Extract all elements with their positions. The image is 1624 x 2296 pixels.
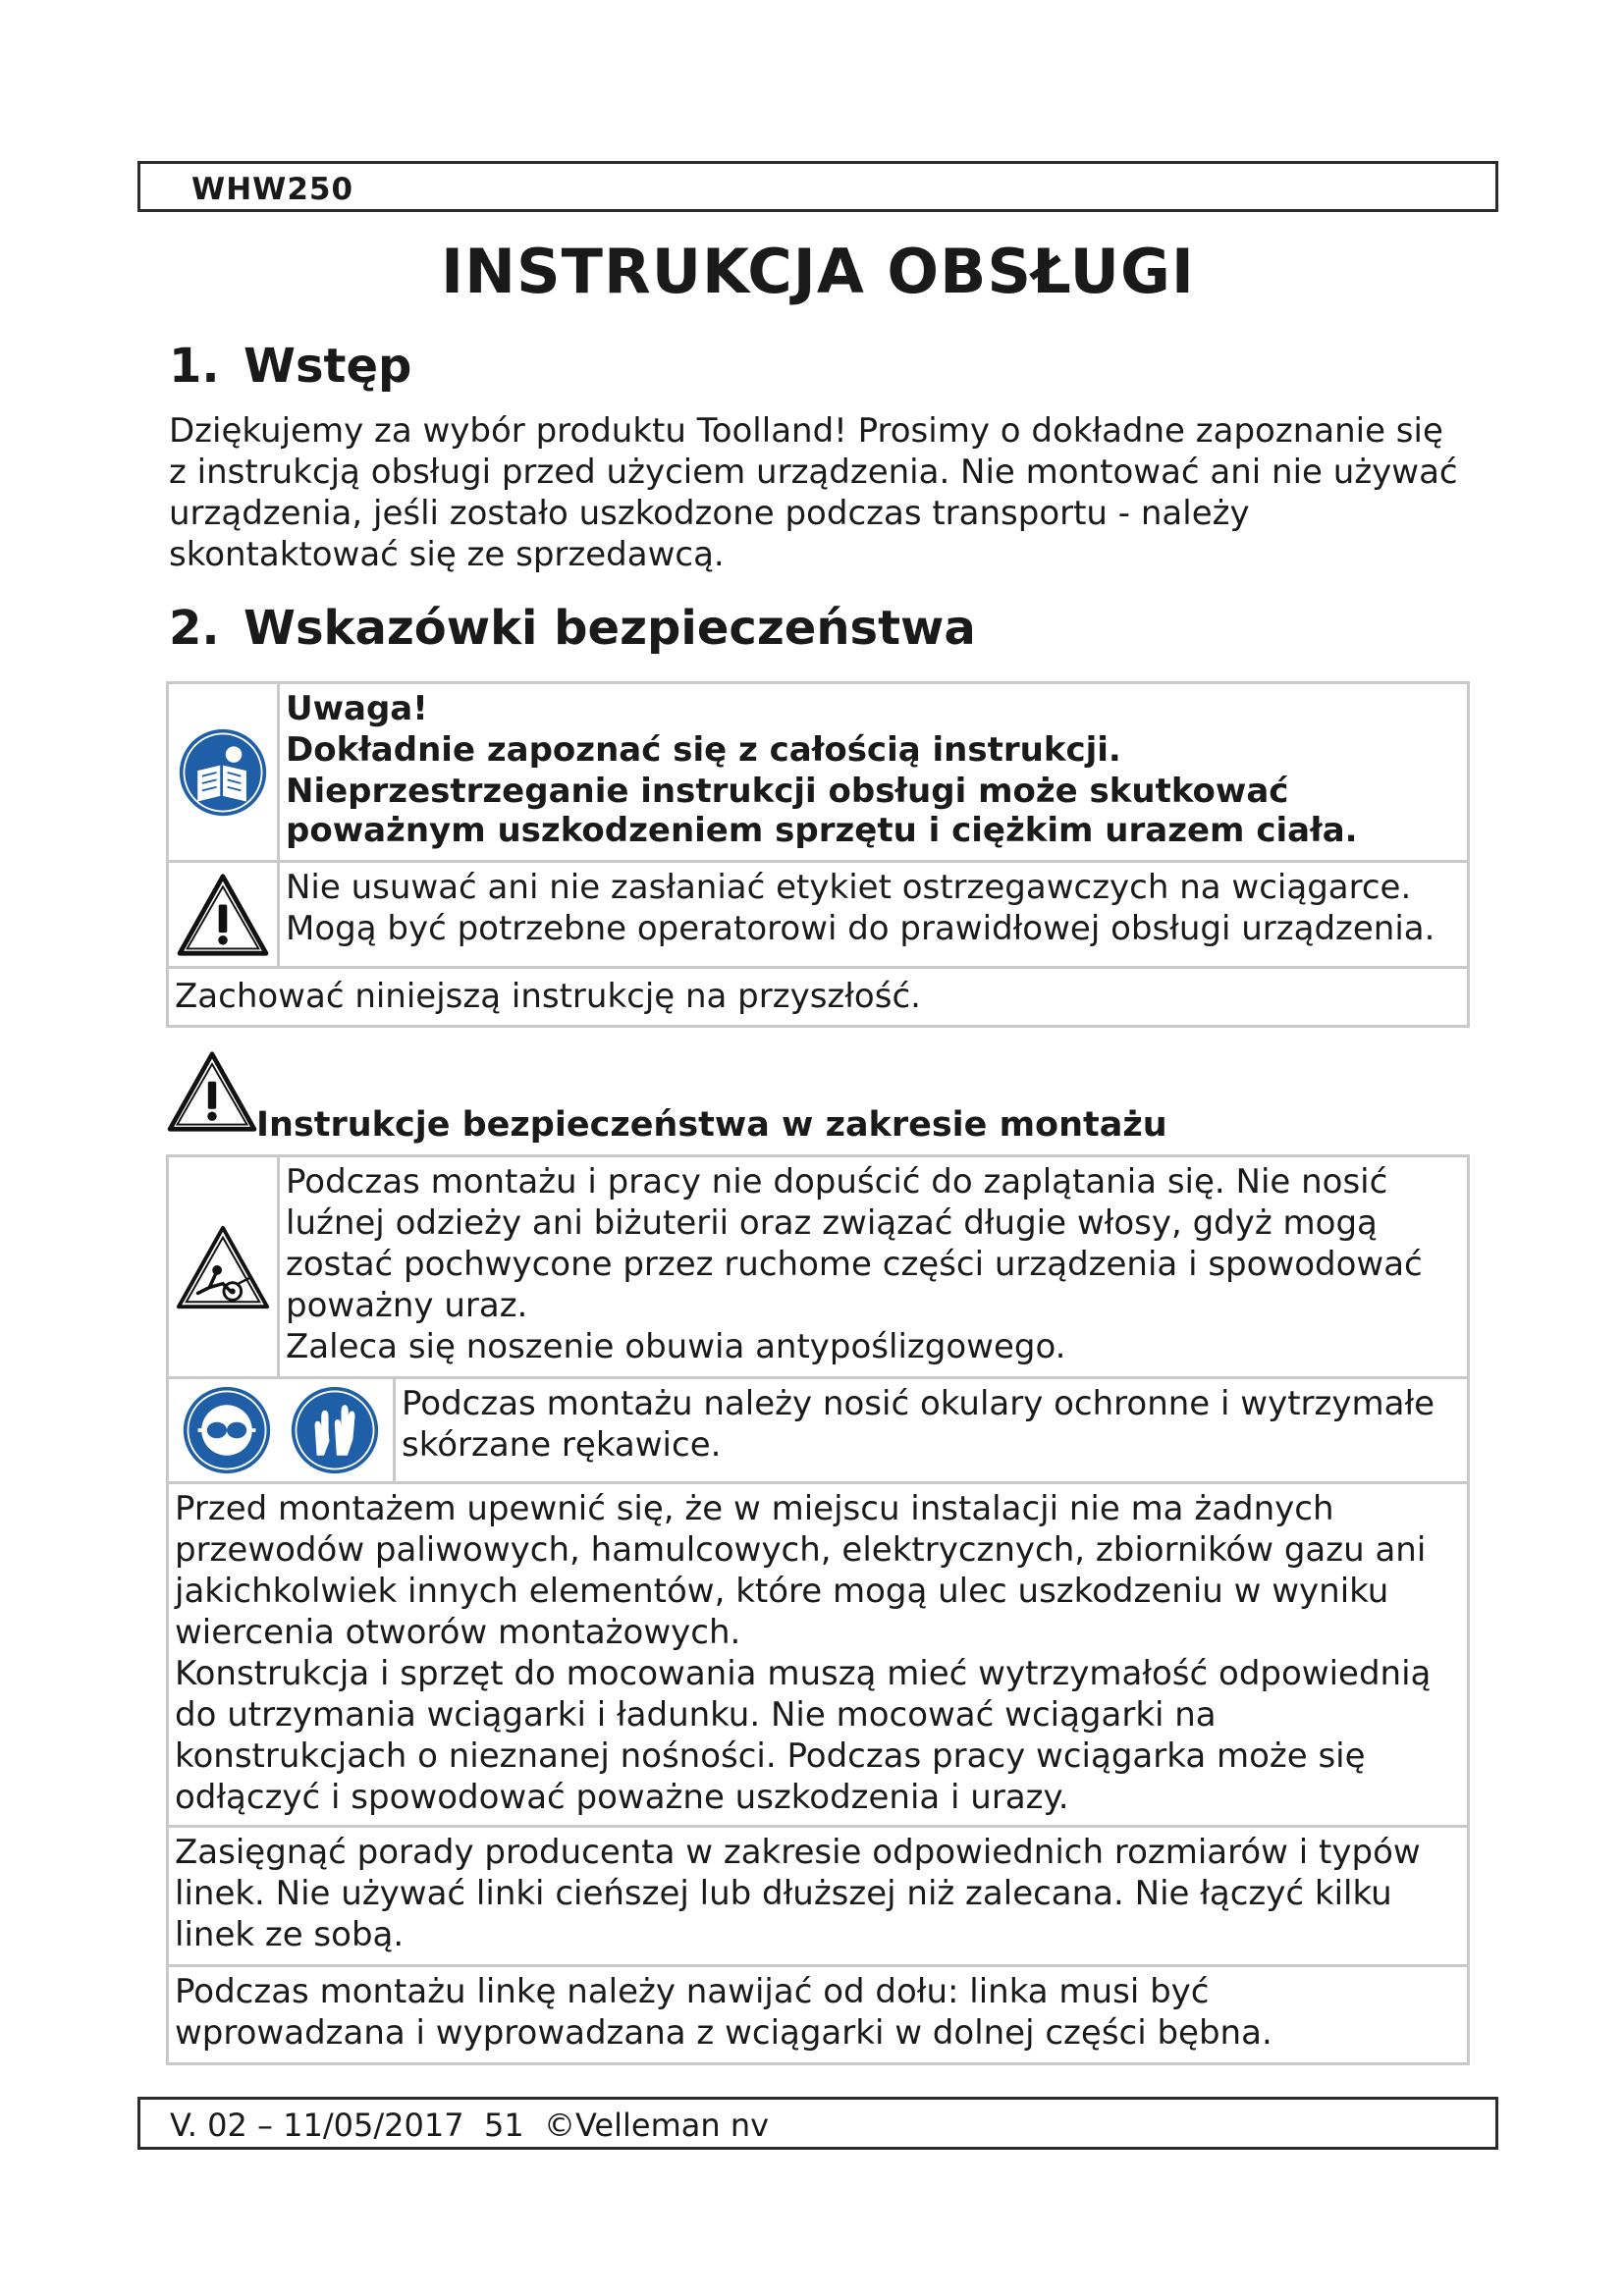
warning-triangle-icon	[166, 1050, 258, 1133]
text-cell	[396, 1379, 1467, 1481]
text-line: konstrukcjach o nieznanej nośności. Podczas pracy wciągarka może się	[175, 1736, 1366, 1776]
assembly-heading	[166, 1050, 1482, 1148]
text-line: linek ze sobą.	[175, 1915, 405, 1954]
intro-line: skontaktować się ze sprzedawcą.	[169, 535, 725, 574]
safety-goggles-icon	[182, 1385, 272, 1475]
text-line: Przed montażem upewnić się, że w miejscu instalacji nie ma żadnych	[175, 1489, 1334, 1528]
text-line: Mogą być potrzebne operatorowi do prawidłowej obsługi urządzenia.	[286, 909, 1435, 948]
notice-line: Dokładnie zapoznać się z całością instrukcji.	[286, 730, 1121, 770]
footer-text: V. 02 – 11/05/2017 51 ©Velleman nv	[170, 2107, 770, 2144]
text-line: linek. Nie używać linki cieńszej lub dłuższej niż zalecana. Nie łączyć kilku	[175, 1874, 1392, 1913]
protective-gloves-icon	[290, 1385, 380, 1475]
text-cell	[279, 683, 1469, 862]
text-cell: Zachować niniejszą instrukcję na przyszłość.	[168, 968, 1469, 1027]
section-number: 2.	[169, 601, 220, 656]
text-cell	[168, 1966, 1469, 2064]
intro-line: urządzenia, jeśli zostało uszkodzone podczas transportu - należy	[169, 494, 1250, 533]
section-title: Wskazówki bezpieczeństwa	[244, 601, 976, 656]
notice-line: Nieprzestrzeganie instrukcji obsługi może skutkować	[286, 772, 1289, 811]
text-line: Nie usuwać ani nie zasłaniać etykiet ostrzegawczych na wciągarce.	[286, 868, 1412, 907]
text-line: jakichkolwiek innych elementów, które mogą ulec uszkodzeniu w wyniku	[175, 1572, 1389, 1611]
section-heading-safety	[169, 601, 976, 656]
assembly-table	[166, 1154, 1470, 2065]
text-line: Zaleca się noszenie obuwia antypoślizgowego.	[286, 1327, 1066, 1366]
safety-table	[166, 681, 1470, 1028]
table-row	[168, 1156, 1469, 1378]
warning-triangle-icon	[176, 873, 270, 957]
intro-line: Dziękujemy za wybór produktu Toolland! Prosimy o dokładne zapoznanie się	[169, 411, 1443, 451]
notice-line: Uwaga!	[286, 689, 428, 728]
text-line: wiercenia otworów montażowych.	[175, 1613, 741, 1652]
table-row	[168, 1827, 1469, 1966]
intro-paragraph	[169, 410, 1485, 575]
assembly-heading-text: Instrukcje bezpieczeństwa w zakresie montażu	[256, 1105, 1167, 1145]
text-line: Podczas montażu i pracy nie dopuścić do zaplątania się. Nie nosić	[286, 1162, 1388, 1201]
text-line: poważny uraz.	[286, 1286, 528, 1325]
ppe-icons	[169, 1379, 396, 1481]
text-line: Konstrukcja i sprzęt do mocowania muszą mieć wytrzymałość odpowiednią	[175, 1654, 1432, 1693]
text-line: Podczas montażu należy nosić okulary ochronne i wytrzymałe	[402, 1384, 1435, 1423]
text-line: skórzane rękawice.	[402, 1425, 722, 1465]
document-title: INSTRUKCJA OBSŁUGI	[441, 236, 1195, 307]
text-line: luźnej odzieży ani biżuterii oraz związać długie włosy, gdyż mogą	[286, 1203, 1378, 1243]
section-title: Wstęp	[244, 339, 412, 394]
footer-box	[137, 2097, 1498, 2150]
text-line: zostać pochwycone przez ruchome części urządzenia i spowodować	[286, 1245, 1423, 1284]
text-line: wprowadzana i wyprowadzana z wciągarki w dolnej części bębna.	[175, 2013, 1272, 2053]
read-manual-icon	[178, 727, 268, 818]
text-line: odłączyć i spowodować poważne uszkodzenia i urazy.	[175, 1778, 1069, 1817]
notice-line: poważnym uszkodzeniem sprzętu i ciężkim urazem ciała.	[286, 811, 1358, 850]
text-line: przewodów paliwowych, hamulcowych, elektrycznych, zbiorników gazu ani	[175, 1530, 1427, 1570]
text-cell	[168, 1827, 1469, 1966]
table-row	[168, 1966, 1469, 2064]
intro-line: z instrukcją obsługi przed użyciem urządzenia. Nie montować ani nie używać	[169, 453, 1458, 492]
table-row	[168, 862, 1469, 968]
table-row	[168, 968, 1469, 1027]
icon-cell	[168, 1156, 279, 1378]
icon-cell	[168, 683, 279, 862]
table-row	[168, 683, 1469, 862]
section-number: 1.	[169, 339, 220, 394]
icon-cell	[168, 862, 279, 968]
text-line: do utrzymania wciągarki i ładunku. Nie mocować wciągarki na	[175, 1695, 1217, 1735]
text-cell	[279, 1156, 1469, 1378]
model-number: WHW250	[191, 172, 354, 207]
text-line: Podczas montażu linkę należy nawijać od dołu: linka musi być	[175, 1972, 1210, 2011]
entanglement-hazard-icon	[175, 1223, 271, 1311]
ppe-row-cell	[168, 1378, 1469, 1483]
header-box	[137, 161, 1498, 212]
text-cell	[168, 1483, 1469, 1827]
text-cell	[279, 862, 1469, 968]
text-line: Zasięgnąć porady producenta w zakresie odpowiednich rozmiarów i typów	[175, 1833, 1421, 1872]
table-row	[168, 1378, 1469, 1483]
table-row	[168, 1483, 1469, 1827]
section-heading-intro	[169, 339, 411, 394]
